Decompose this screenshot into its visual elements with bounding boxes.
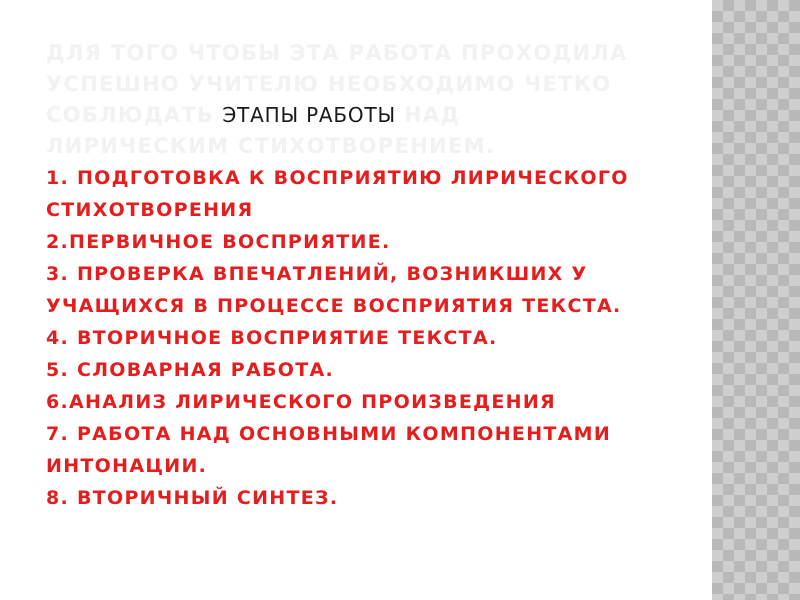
intro-line: УСПЕШНО УЧИТЕЛЮ НЕОБХОДИМО ЧЕТКО [46,72,612,96]
intro-text: СОБЛЮДАТЬ [46,103,215,127]
step-item: 4. ВТОРИЧНОЕ ВОСПРИЯТИЕ ТЕКСТА. [46,327,498,349]
intro-paragraph [46,38,706,162]
intro-line-with-highlight [46,100,706,131]
step-item: 1. ПОДГОТОВКА К ВОСПРИЯТИЮ ЛИРИЧЕСКОГО СТИХОТВОРЕНИЯ [46,167,629,221]
intro-text: НАД [403,103,461,127]
step-item: 2.ПЕРВИЧНОЕ ВОСПРИЯТИЕ. [46,231,391,253]
decorative-side-pattern [712,0,800,600]
step-item: 5. СЛОВАРНАЯ РАБОТА. [46,359,335,381]
highlight-title: ЭТАПЫ РАБОТЫ [222,103,396,127]
step-item: 8. ВТОРИЧНЫЙ СИНТЕЗ. [46,487,339,509]
step-item: 3. ПРОВЕРКА ВПЕЧАТЛЕНИЙ, ВОЗНИКШИХ У УЧАЩИХСЯ В ПРОЦЕССЕ ВОСПРИЯТИЯ ТЕКСТА. [46,263,622,317]
intro-line: ДЛЯ ТОГО ЧТОБЫ ЭТА РАБОТА ПРОХОДИЛА [46,41,628,65]
steps-list [46,162,706,514]
intro-line: ЛИРИЧЕСКИМ СТИХОТВОРЕНИЕМ. [46,134,496,158]
step-item: 7. РАБОТА НАД ОСНОВНЫМИ КОМПОНЕНТАМИ ИНТОНАЦИИ. [46,423,612,477]
step-item: 6.АНАЛИЗ ЛИРИЧЕСКОГО ПРОИЗВЕДЕНИЯ [46,391,556,413]
slide-content [46,38,706,514]
